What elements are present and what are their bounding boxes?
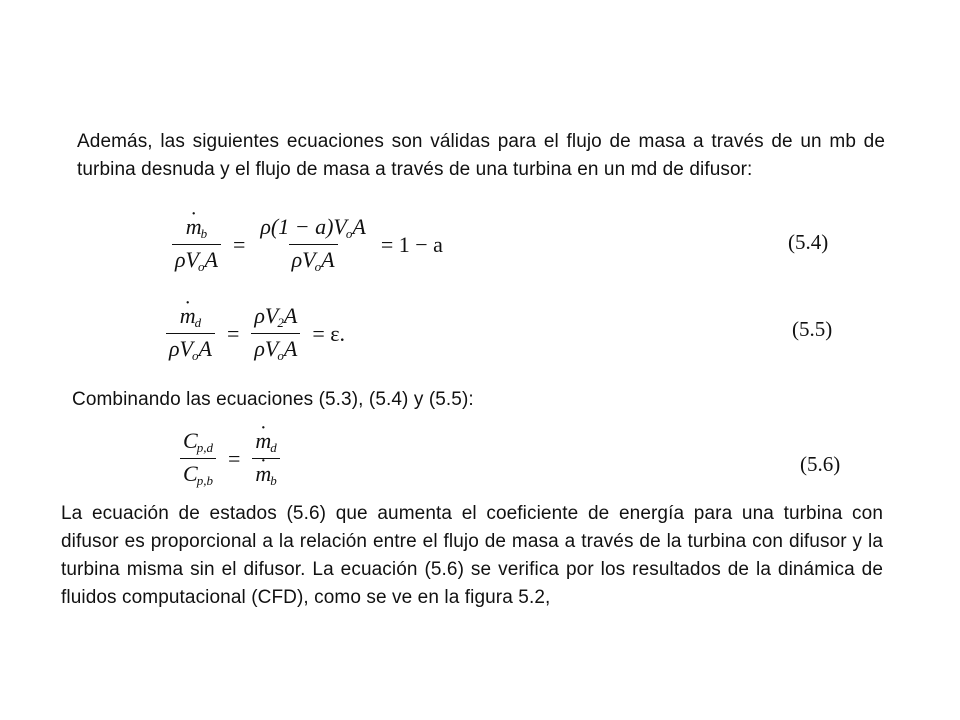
eq54-lhs-num-sub: b [200,226,208,241]
equation-number-5-6: (5.6) [800,452,841,476]
eq56-lhs-num: C [183,428,198,453]
equation-5-4 [168,214,451,275]
equation-5-5 [162,303,353,364]
eq54-mid-num: ρ(1 − a)V [260,214,347,239]
eq55-lhs-den: ρV [169,336,193,361]
eq54-equals: = [232,231,246,257]
intro-paragraph: Además, las siguientes ecuaciones son válidas para el flujo de masa a través de un mb de turbina desnuda y el flujo de masa a través de una turbina en un md de difusor: [77,131,885,180]
eq56-rhs-num-symbol: · m [255,428,271,454]
eq55-lhs-fraction [166,303,215,364]
combine-paragraph: Combinando las ecuaciones (5.3), (5.4) y (5.5): [72,389,474,410]
eq56-rhs-den-sub: b [270,473,277,488]
eq54-lhs-fraction [172,214,221,275]
eq54-mid-den-sub: o [314,259,322,274]
eq54-mid-fraction [257,214,368,275]
eq54-lhs-den-tail: A [204,247,218,272]
conclusion-paragraph: La ecuación de estados (5.6) que aumenta el coeficiente de energía para una turbina con difusor es proporcional a la relación entre el flujo de masa a través de la turbina con difusor y la turbina misma sin el difusor. La ecuación (5.6) se verifica por los resultados de la dinámica de fluidos computacional (CFD), como se ve en la figura 5.2, [61,503,883,608]
eq56-rhs-num-sub: d [270,440,277,455]
eq55-mid-den: ρV [254,336,279,361]
equation-5-6 [176,428,284,489]
eq55-lhs-num-sub: d [194,315,202,330]
eq55-mid-num-sub: 2 [277,315,284,330]
equation-number-5-5: (5.5) [792,317,833,341]
eq56-lhs-num-sub: p,d [196,440,213,455]
eq55-equals: = [226,320,240,346]
eq56-lhs-den-sub: p,b [196,473,213,488]
eq55-lhs-num-symbol: · m [180,303,196,329]
eq56-equals: = [227,445,241,471]
eq54-rhs: = 1 − a [380,231,443,257]
eq56-lhs-den: C [183,461,198,486]
eq55-mid-den-sub: o [277,348,284,363]
eq55-rhs: = ε. [312,320,345,346]
eq54-mid-num-sub: o [345,226,353,241]
eq54-mid-den: ρV [291,247,316,272]
eq55-mid-den-tail: A [283,336,298,361]
eq56-rhs-den-symbol: · m [255,461,271,487]
eq54-lhs-num-symbol: · m [186,214,202,240]
eq55-mid-num-tail: A [283,303,298,328]
eq55-mid-fraction [251,303,300,364]
eq55-lhs-den-sub: o [192,348,199,363]
eq54-lhs-den: ρV [175,247,199,272]
eq55-mid-num: ρV [254,303,279,328]
eq55-lhs-den-tail: A [198,336,212,361]
eq56-lhs-fraction [180,428,216,489]
eq56-rhs-fraction [252,428,279,489]
eq54-lhs-den-sub: o [198,259,205,274]
eq54-mid-num-tail: A [352,214,366,239]
equation-number-5-4: (5.4) [788,230,829,254]
eq54-mid-den-tail: A [321,247,335,272]
